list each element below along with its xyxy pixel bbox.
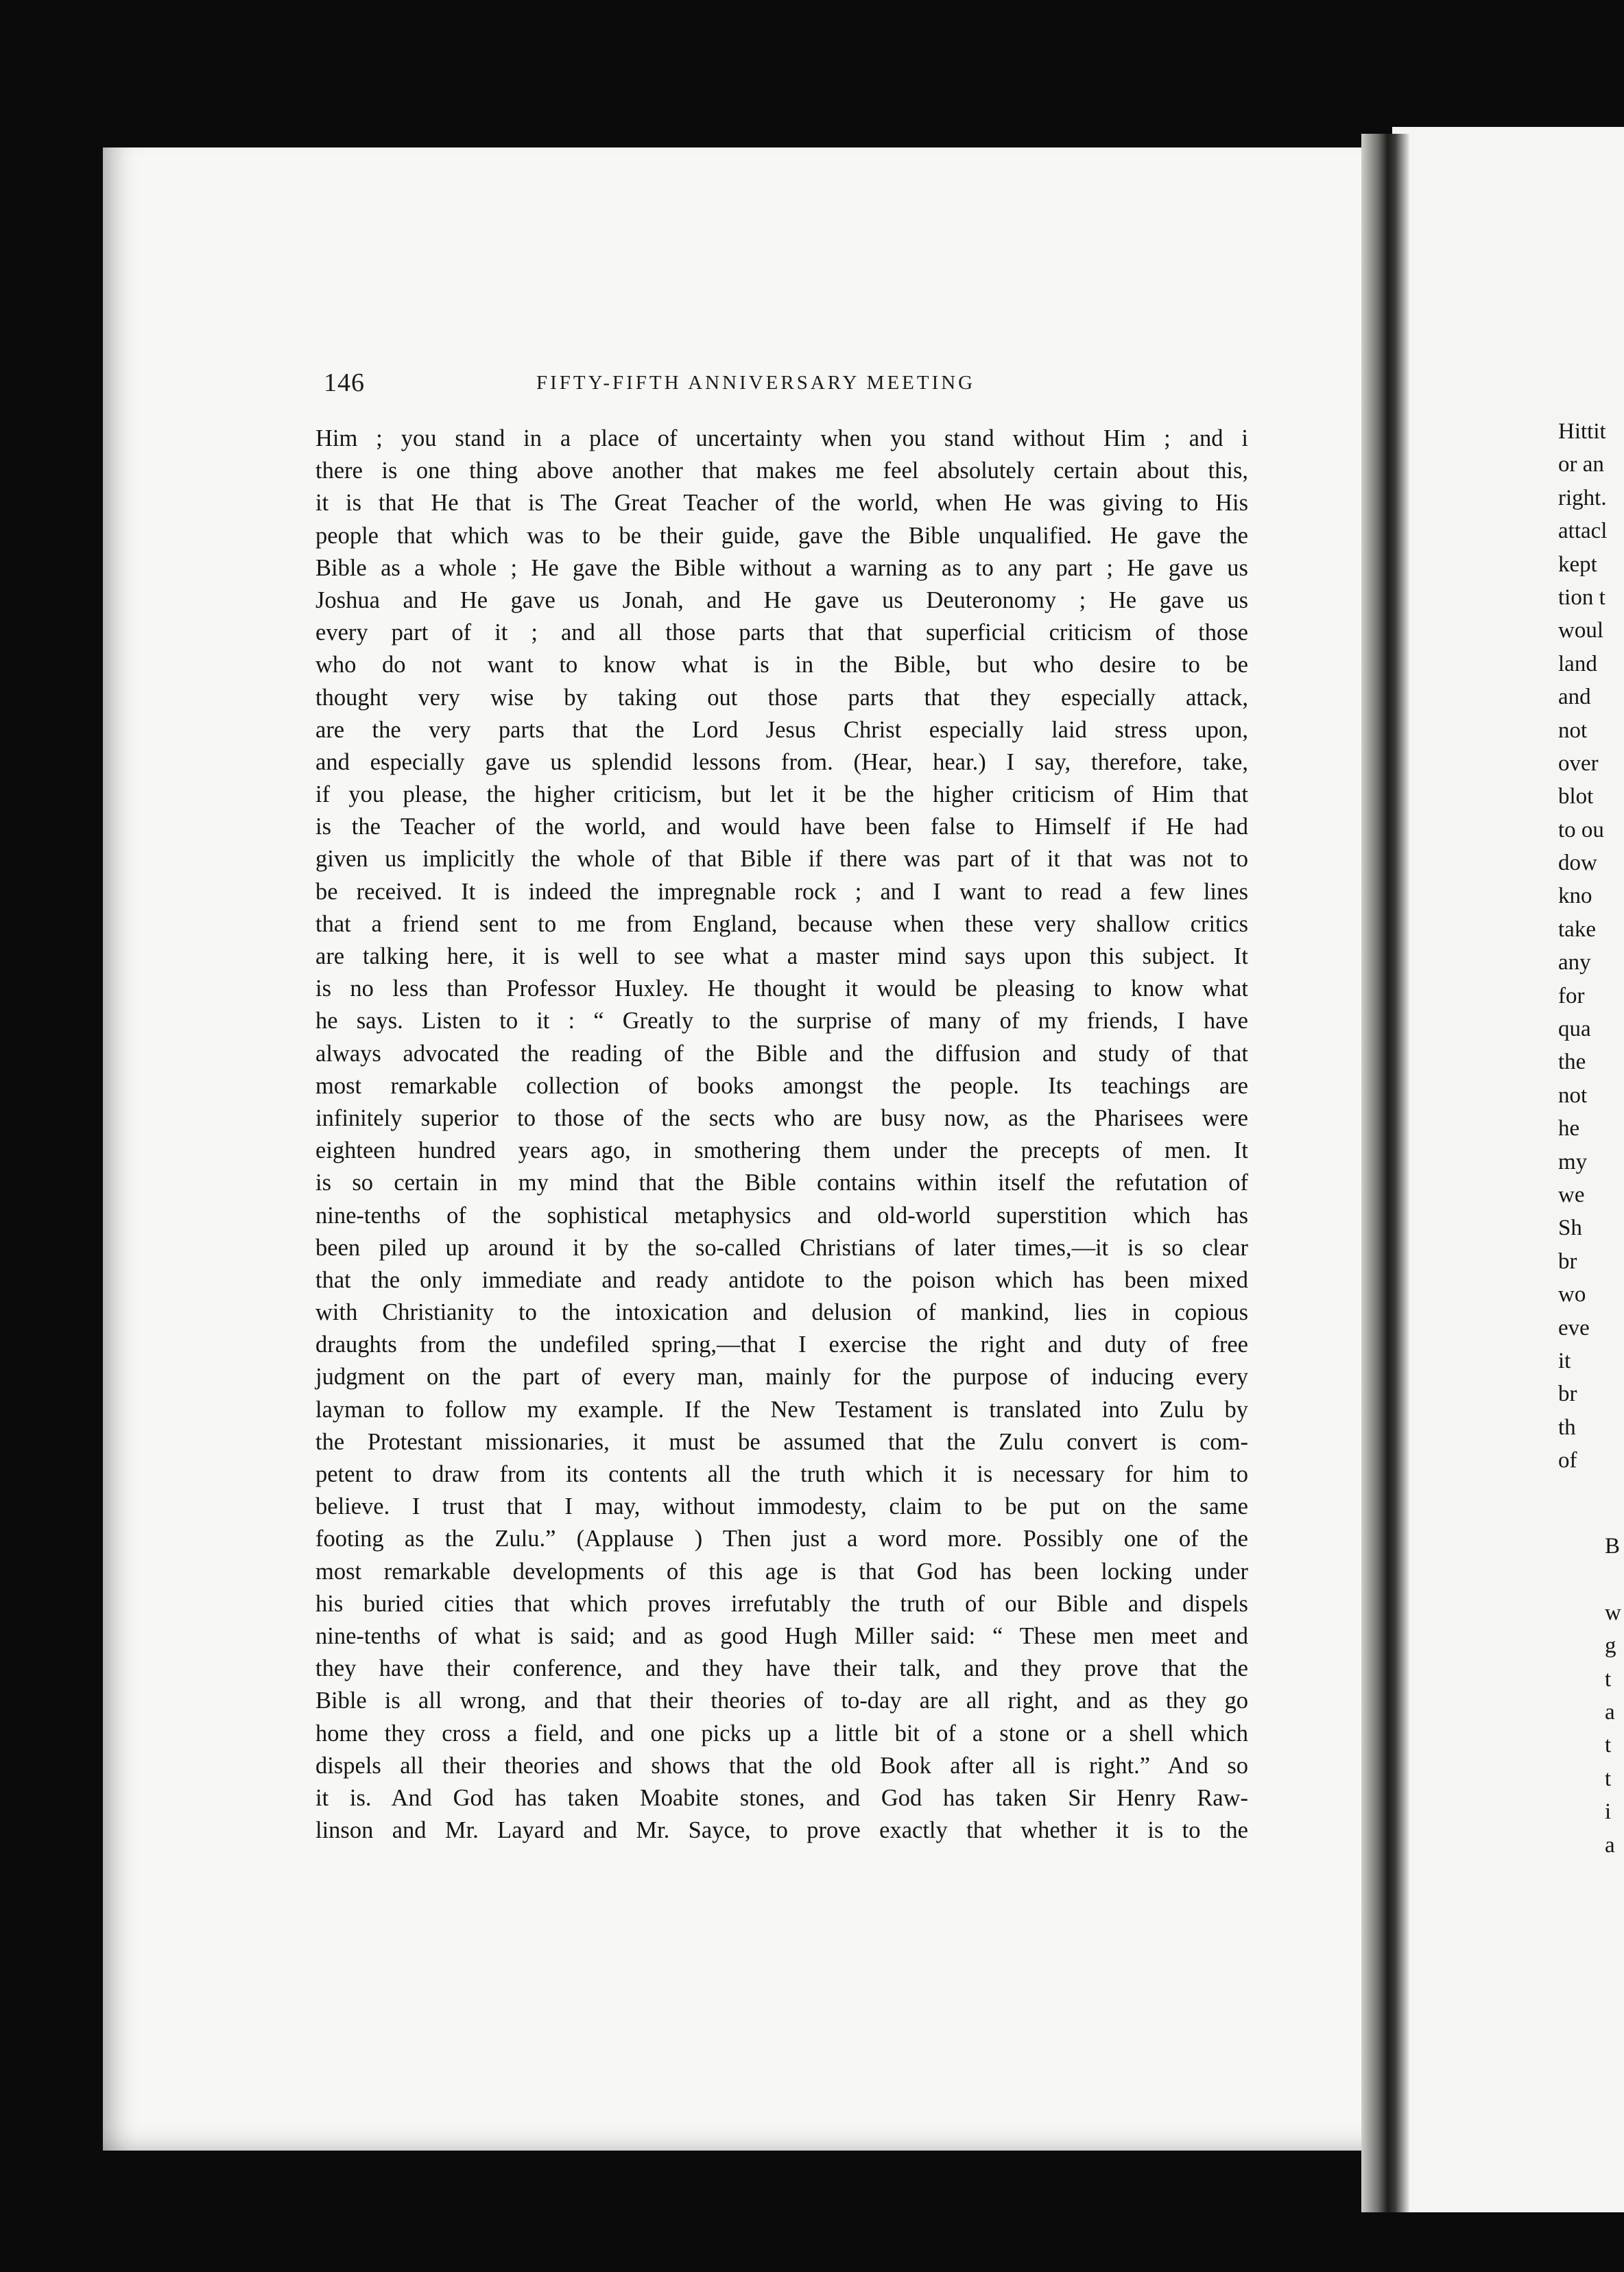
text-line: most remarkable developments of this age is that God has been locking under bbox=[315, 1558, 1248, 1585]
facing-text-fragment: or an bbox=[1558, 452, 1604, 477]
text-line: thought very wise by taking out those parts that they especially attack, bbox=[315, 684, 1248, 711]
text-line: nine-tenths of the sophistical metaphysics and old-world superstition which has bbox=[315, 1202, 1248, 1229]
facing-text-fragment: not bbox=[1558, 718, 1588, 743]
facing-text-fragment: it bbox=[1558, 1348, 1571, 1373]
facing-text-fragment: kno bbox=[1558, 884, 1592, 909]
text-line: people that which was to be their guide, gave the Bible unqualified. He gave the bbox=[315, 522, 1248, 549]
text-line: always advocated the reading of the Bible and the diffusion and study of that bbox=[315, 1040, 1248, 1067]
facing-text-fragment: we bbox=[1558, 1182, 1585, 1207]
facing-text-fragment: my bbox=[1558, 1149, 1588, 1174]
facing-text-fragment: for bbox=[1558, 983, 1585, 1008]
facing-text-fragment: the bbox=[1558, 1050, 1586, 1075]
text-line: are the very parts that the Lord Jesus Christ especially laid stress upon, bbox=[315, 716, 1248, 743]
facing-text-fragment: and bbox=[1558, 685, 1591, 710]
text-line: is so certain in my mind that the Bible contains within itself the refutation of bbox=[315, 1170, 1248, 1196]
text-line: nine-tenths of what is said; and as good Hugh Miller said: “ These men meet and bbox=[315, 1622, 1248, 1649]
facing-text-fragment: Sh bbox=[1558, 1216, 1582, 1241]
text-line: Bible is all wrong, and that their theories of to-day are all right, and as they go bbox=[315, 1688, 1248, 1714]
text-line: he says. Listen to it : “ Greatly to the surprise of many of my friends, I have bbox=[315, 1008, 1248, 1034]
text-line: linson and Mr. Layard and Mr. Sayce, to prove exactly that whether it is to the bbox=[315, 1817, 1248, 1844]
text-line: if you please, the higher criticism, but let it be the higher criticism of Him that bbox=[315, 781, 1248, 808]
facing-text-fragment: Hittit bbox=[1558, 419, 1606, 444]
facing-text-fragment: wo bbox=[1558, 1282, 1586, 1307]
text-line: petent to draw from its contents all the truth which it is necessary for him to bbox=[315, 1461, 1248, 1487]
facing-text-fragment: not bbox=[1558, 1082, 1588, 1108]
facing-text-fragment: right. bbox=[1558, 485, 1607, 510]
text-line: been piled up around it by the so-called Christians of later times,—it is so clear bbox=[315, 1234, 1248, 1261]
facing-text-fragment: of bbox=[1558, 1448, 1577, 1474]
facing-text-fragment: any bbox=[1558, 950, 1591, 975]
text-line: they have their conference, and they have their talk, and they prove that the bbox=[315, 1655, 1248, 1682]
facing-text-fragment: t bbox=[1605, 1733, 1612, 1758]
facing-text-fragment: blot bbox=[1558, 784, 1594, 809]
facing-text-fragment: over bbox=[1558, 750, 1599, 776]
text-line: given us implicitly the whole of that Bible if there was part of it that was not to bbox=[315, 846, 1248, 873]
facing-heading-fragment: B bbox=[1605, 1534, 1621, 1559]
text-line: Joshua and He gave us Jonah, and He gave us Deuteronomy ; He gave us bbox=[315, 587, 1248, 613]
text-line: believe. I trust that I may, without immodesty, claim to be put on the same bbox=[315, 1493, 1248, 1520]
text-line: with Christianity to the intoxication and delusion of mankind, lies in copious bbox=[315, 1299, 1248, 1326]
facing-text-fragment: br bbox=[1558, 1382, 1577, 1407]
facing-text-fragment: dow bbox=[1558, 851, 1597, 876]
facing-text-fragment: eve bbox=[1558, 1315, 1590, 1340]
text-line: most remarkable collection of books amongst the people. Its teachings are bbox=[315, 1072, 1248, 1099]
facing-text-fragment: w bbox=[1605, 1600, 1621, 1625]
page-number: 146 bbox=[324, 368, 365, 397]
text-line: layman to follow my example. If the New Testament is translated into Zulu by bbox=[315, 1396, 1248, 1423]
facing-text-fragment: qua bbox=[1558, 1017, 1591, 1042]
facing-text-fragment: br bbox=[1558, 1249, 1577, 1274]
facing-text-fragment: to ou bbox=[1558, 817, 1604, 842]
text-line: who do not want to know what is in the Bible, but who desire to be bbox=[315, 652, 1248, 678]
running-title: FIFTY-FIFTH ANNIVERSARY MEETING bbox=[536, 372, 976, 394]
text-line: home they cross a field, and one picks up a little bit of a stone or a shell which bbox=[315, 1720, 1248, 1747]
text-line: Him ; you stand in a place of uncertainty when you stand without Him ; and i bbox=[315, 425, 1248, 451]
text-line: it is that He that is The Great Teacher of the world, when He was giving to His bbox=[315, 490, 1248, 517]
text-line: eighteen hundred years ago, in smothering them under the precepts of men. It bbox=[315, 1137, 1248, 1164]
facing-text-fragment: he bbox=[1558, 1116, 1580, 1141]
text-line: and especially gave us splendid lessons from. (Hear, hear.) I say, therefore, take, bbox=[315, 748, 1248, 775]
text-line: the Protestant missionaries, it must be assumed that the Zulu convert is com- bbox=[315, 1428, 1248, 1455]
text-line: is the Teacher of the world, and would have been false to Himself if He had bbox=[315, 814, 1248, 840]
facing-text-fragment: woul bbox=[1558, 618, 1603, 643]
facing-spacer bbox=[1605, 1563, 1624, 1596]
facing-text-fragment: t bbox=[1605, 1766, 1612, 1791]
binding-gutter bbox=[1361, 134, 1409, 2212]
facing-text-fragment: tion t bbox=[1558, 584, 1605, 610]
text-line: that the only immediate and ready antidote to the poison which has been mixed bbox=[315, 1266, 1248, 1293]
facing-text-fragment: land bbox=[1558, 651, 1597, 676]
facing-text-fragment: i bbox=[1605, 1799, 1612, 1825]
facing-text-fragment: a bbox=[1605, 1832, 1615, 1858]
text-line: Bible as a whole ; He gave the Bible without a warning as to any part ; He gave us bbox=[315, 554, 1248, 581]
text-line: every part of it ; and all those parts that that superficial criticism of those bbox=[315, 619, 1248, 646]
facing-text-fragment: take bbox=[1558, 916, 1596, 942]
text-line: there is one thing above another that makes me feel absolutely certain about this, bbox=[315, 458, 1248, 484]
text-line: infinitely superior to those of the sects who are busy now, as the Pharisees were bbox=[315, 1104, 1248, 1131]
text-line: footing as the Zulu.” (Applause ) Then just a word more. Possibly one of the bbox=[315, 1526, 1248, 1552]
facing-text-fragment: th bbox=[1558, 1415, 1576, 1440]
body-text bbox=[315, 423, 1248, 1847]
text-line: it is. And God has taken Moabite stones, and God has taken Sir Henry Raw- bbox=[315, 1784, 1248, 1811]
text-line: his buried cities that which proves irrefutably the truth of our Bible and dispels bbox=[315, 1590, 1248, 1617]
facing-text-fragment: kept bbox=[1558, 552, 1597, 577]
text-line: is no less than Professor Huxley. He thought it would be pleasing to know what bbox=[315, 975, 1248, 1002]
text-line: are talking here, it is well to see what a master mind says upon this subject. It bbox=[315, 943, 1248, 969]
facing-page-text bbox=[1558, 415, 1624, 1478]
text-line: draughts from the undefiled spring,—that I exercise the right and duty of free bbox=[315, 1332, 1248, 1358]
text-line: judgment on the part of every man, mainly for the purpose of inducing every bbox=[315, 1364, 1248, 1391]
text-line: that a friend sent to me from England, because when these very shallow critics bbox=[315, 910, 1248, 937]
text-line: be received. It is indeed the impregnable rock ; and I want to read a few lines bbox=[315, 878, 1248, 905]
facing-text-fragment: a bbox=[1605, 1699, 1615, 1725]
facing-text-fragment: attacl bbox=[1558, 519, 1608, 544]
facing-text-fragment: g bbox=[1605, 1633, 1616, 1659]
running-head bbox=[324, 368, 1250, 402]
facing-text-fragment: t bbox=[1605, 1666, 1612, 1692]
facing-page-lower-text bbox=[1605, 1530, 1624, 1862]
text-line: dispels all their theories and shows that the old Book after all is right.” And so bbox=[315, 1752, 1248, 1779]
